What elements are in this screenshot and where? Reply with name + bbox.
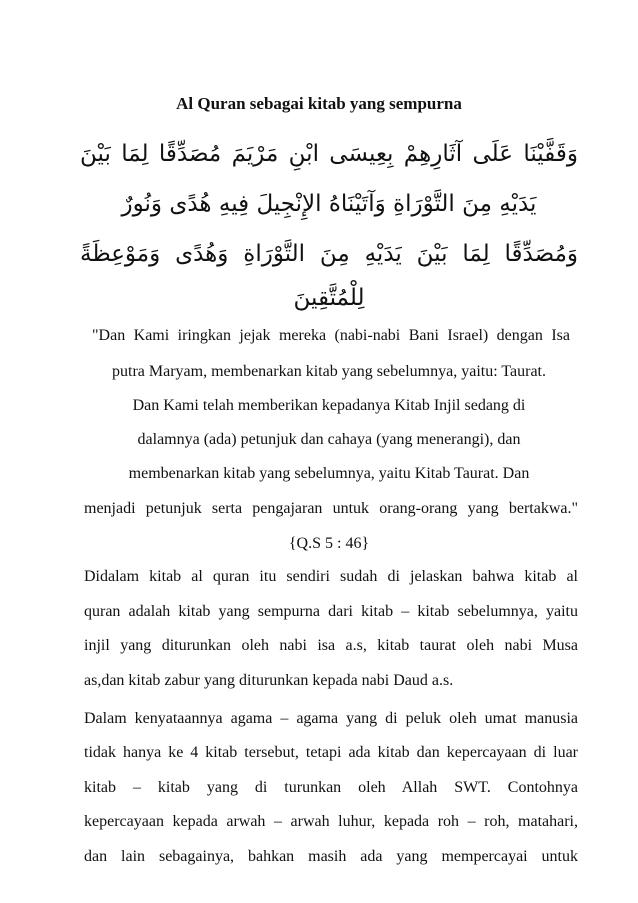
paragraph-1-line-3: injil yang diturunkan oleh nabi isa a.s, kitab taurat oleh nabi Musa [84, 637, 578, 654]
translation-line-2: putra Maryam, membenarkan kitab yang sebelumnya, yaitu: Taurat. [112, 363, 546, 380]
translation-line-6: menjadi petunjuk serta pengajaran untuk orang-orang yang bertakwa." [84, 500, 578, 517]
paragraph-2-line-1: Dalam kenyataannya agama – agama yang di peluk oleh umat manusia [84, 710, 578, 727]
paragraph-2-line-3: kitab – kitab yang di turunkan oleh Allah SWT. Contohnya [84, 779, 578, 796]
translation-line-4: dalamnya (ada) petunjuk dan cahaya (yang menerangi), dan [137, 431, 521, 448]
translation-line-5: membenarkan kitab yang sebelumnya, yaitu Kitab Taurat. Dan [128, 465, 530, 482]
translation-line-3: Dan Kami telah memberikan kepadanya Kitab Injil sedang di [132, 397, 526, 414]
paragraph-2-line-5: dan lain sebagainya, bahkan masih ada yang mempercayai untuk [84, 848, 578, 865]
verse-reference: {Q.S 5 : 46} [288, 535, 370, 552]
arabic-verse-line-3: وَمُصَدِّقًا لِمَا بَيْنَ يَدَيْهِ مِنَ التَّوْرَاةِ وَهُدًى وَمَوْعِظَةً [80, 241, 578, 267]
paragraph-1-line-2: quran adalah kitab yang sempurna dari kitab – kitab sebelumnya, yaitu [84, 603, 578, 620]
translation-line-1: "Dan Kami iringkan jejak mereka (nabi-nabi Bani Israel) dengan Isa [92, 327, 570, 344]
paragraph-2-line-4: kepercayaan kepada arwah – arwah luhur, kepada roh – roh, matahari, [84, 813, 578, 830]
paragraph-2-line-2: tidak hanya ke 4 kitab tersebut, tetapi ada kitab dan kepercayaan di luar [84, 744, 578, 761]
arabic-verse-line-1: وَقَفَّيْنَا عَلَى آثَارِهِمْ بِعِيسَى ابْنِ مَرْيَمَ مُصَدِّقًا لِمَا بَيْنَ [80, 141, 578, 167]
paragraph-1-line-1: Didalam kitab al quran itu sendiri sudah di jelaskan bahwa kitab al [84, 568, 578, 585]
paragraph-1-line-4: as,dan kitab zabur yang diturunkan kepada nabi Daud a.s. [84, 672, 454, 689]
arabic-verse-line-4: لِلْمُتَّقِينَ [293, 285, 365, 311]
page-title: Al Quran sebagai kitab yang sempurna [176, 94, 462, 113]
arabic-verse-line-2: يَدَيْهِ مِنَ التَّوْرَاةِ وَآتَيْنَاهُ الإِنْجِيلَ فِيهِ هُدًى وَنُورٌ [121, 191, 537, 217]
